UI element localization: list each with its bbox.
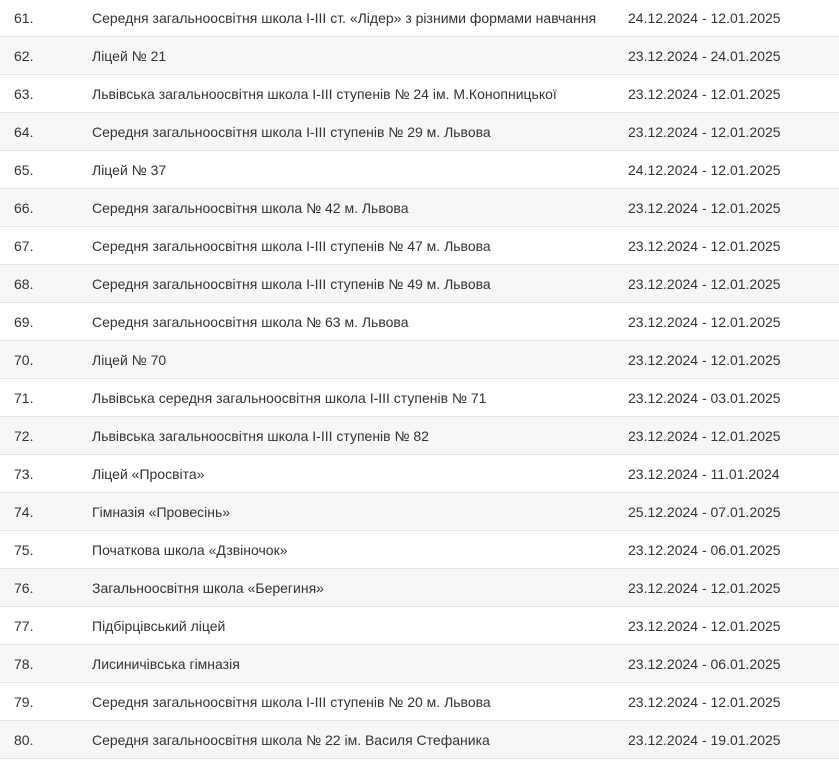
table-row — [0, 151, 839, 189]
vacation-dates: 23.12.2024 - 12.01.2025 — [628, 569, 839, 607]
table-row — [0, 341, 839, 379]
vacation-dates: 23.12.2024 - 12.01.2025 — [628, 189, 839, 227]
vacation-dates: 23.12.2024 - 12.01.2025 — [628, 683, 839, 721]
row-number: 72. — [0, 417, 92, 455]
table-row — [0, 379, 839, 417]
vacation-dates: 23.12.2024 - 03.01.2025 — [628, 379, 839, 417]
row-number: 68. — [0, 265, 92, 303]
vacation-dates: 23.12.2024 - 24.01.2025 — [628, 37, 839, 75]
school-name: Підбірцівський ліцей — [92, 607, 628, 645]
vacation-dates: 23.12.2024 - 12.01.2025 — [628, 265, 839, 303]
table-row — [0, 227, 839, 265]
table-row — [0, 0, 839, 37]
vacation-dates: 23.12.2024 - 12.01.2025 — [628, 341, 839, 379]
vacation-dates: 25.12.2024 - 07.01.2025 — [628, 493, 839, 531]
table-row — [0, 37, 839, 75]
school-name: Львівська середня загальноосвітня школа І-ІІІ ступенів № 71 — [92, 379, 628, 417]
row-number: 80. — [0, 721, 92, 759]
row-number: 74. — [0, 493, 92, 531]
school-name: Середня загальноосвітня школа І-ІІІ ступенів № 49 м. Львова — [92, 265, 628, 303]
vacation-dates: 23.12.2024 - 19.01.2025 — [628, 721, 839, 759]
vacation-dates: 23.12.2024 - 12.01.2025 — [628, 227, 839, 265]
school-name: Ліцей № 70 — [92, 341, 628, 379]
table-row — [0, 455, 839, 493]
row-number: 73. — [0, 455, 92, 493]
school-name: Лисиничівська гімназія — [92, 645, 628, 683]
table-row — [0, 569, 839, 607]
school-name: Ліцей «Просвіта» — [92, 455, 628, 493]
vacation-dates: 23.12.2024 - 12.01.2025 — [628, 607, 839, 645]
table-row — [0, 303, 839, 341]
table-row — [0, 493, 839, 531]
table-row — [0, 721, 839, 759]
table-row — [0, 645, 839, 683]
school-name: Середня загальноосвітня школа № 42 м. Львова — [92, 189, 628, 227]
row-number: 75. — [0, 531, 92, 569]
school-name: Середня загальноосвітня школа І-ІІІ ст. «Лідер» з різними формами навчання — [92, 0, 628, 37]
school-name: Львівська загальноосвітня школа І-ІІІ ступенів № 24 ім. М.Конопницької — [92, 75, 628, 113]
table-row — [0, 417, 839, 455]
row-number: 76. — [0, 569, 92, 607]
school-name: Гімназія «Провесінь» — [92, 493, 628, 531]
row-number: 67. — [0, 227, 92, 265]
school-name: Загальноосвітня школа «Берегиня» — [92, 569, 628, 607]
row-number: 79. — [0, 683, 92, 721]
table-row — [0, 189, 839, 227]
table-row — [0, 531, 839, 569]
table-row — [0, 113, 839, 151]
school-name: Початкова школа «Дзвіночок» — [92, 531, 628, 569]
school-name: Середня загальноосвітня школа № 63 м. Львова — [92, 303, 628, 341]
row-number: 65. — [0, 151, 92, 189]
row-number: 62. — [0, 37, 92, 75]
school-name: Середня загальноосвітня школа І-ІІІ ступенів № 20 м. Львова — [92, 683, 628, 721]
table-row — [0, 265, 839, 303]
vacation-dates: 23.12.2024 - 12.01.2025 — [628, 113, 839, 151]
row-number: 64. — [0, 113, 92, 151]
table-row — [0, 683, 839, 721]
row-number: 70. — [0, 341, 92, 379]
school-name: Ліцей № 21 — [92, 37, 628, 75]
row-number: 77. — [0, 607, 92, 645]
school-name: Львівська загальноосвітня школа І-ІІІ ступенів № 82 — [92, 417, 628, 455]
row-number: 61. — [0, 0, 92, 37]
vacation-dates: 24.12.2024 - 12.01.2025 — [628, 0, 839, 37]
vacation-dates: 23.12.2024 - 11.01.2024 — [628, 455, 839, 493]
row-number: 63. — [0, 75, 92, 113]
vacation-dates: 24.12.2024 - 12.01.2025 — [628, 151, 839, 189]
school-name: Середня загальноосвітня школа № 22 ім. Василя Стефаника — [92, 721, 628, 759]
table-row — [0, 75, 839, 113]
vacation-dates: 23.12.2024 - 12.01.2025 — [628, 417, 839, 455]
vacation-dates: 23.12.2024 - 12.01.2025 — [628, 303, 839, 341]
vacation-dates: 23.12.2024 - 06.01.2025 — [628, 531, 839, 569]
school-name: Середня загальноосвітня школа І-ІІІ ступенів № 29 м. Львова — [92, 113, 628, 151]
school-name: Ліцей № 37 — [92, 151, 628, 189]
row-number: 78. — [0, 645, 92, 683]
vacation-dates: 23.12.2024 - 12.01.2025 — [628, 75, 839, 113]
row-number: 66. — [0, 189, 92, 227]
table-row — [0, 607, 839, 645]
row-number: 69. — [0, 303, 92, 341]
row-number: 71. — [0, 379, 92, 417]
school-name: Середня загальноосвітня школа І-ІІІ ступенів № 47 м. Львова — [92, 227, 628, 265]
vacation-dates: 23.12.2024 - 06.01.2025 — [628, 645, 839, 683]
